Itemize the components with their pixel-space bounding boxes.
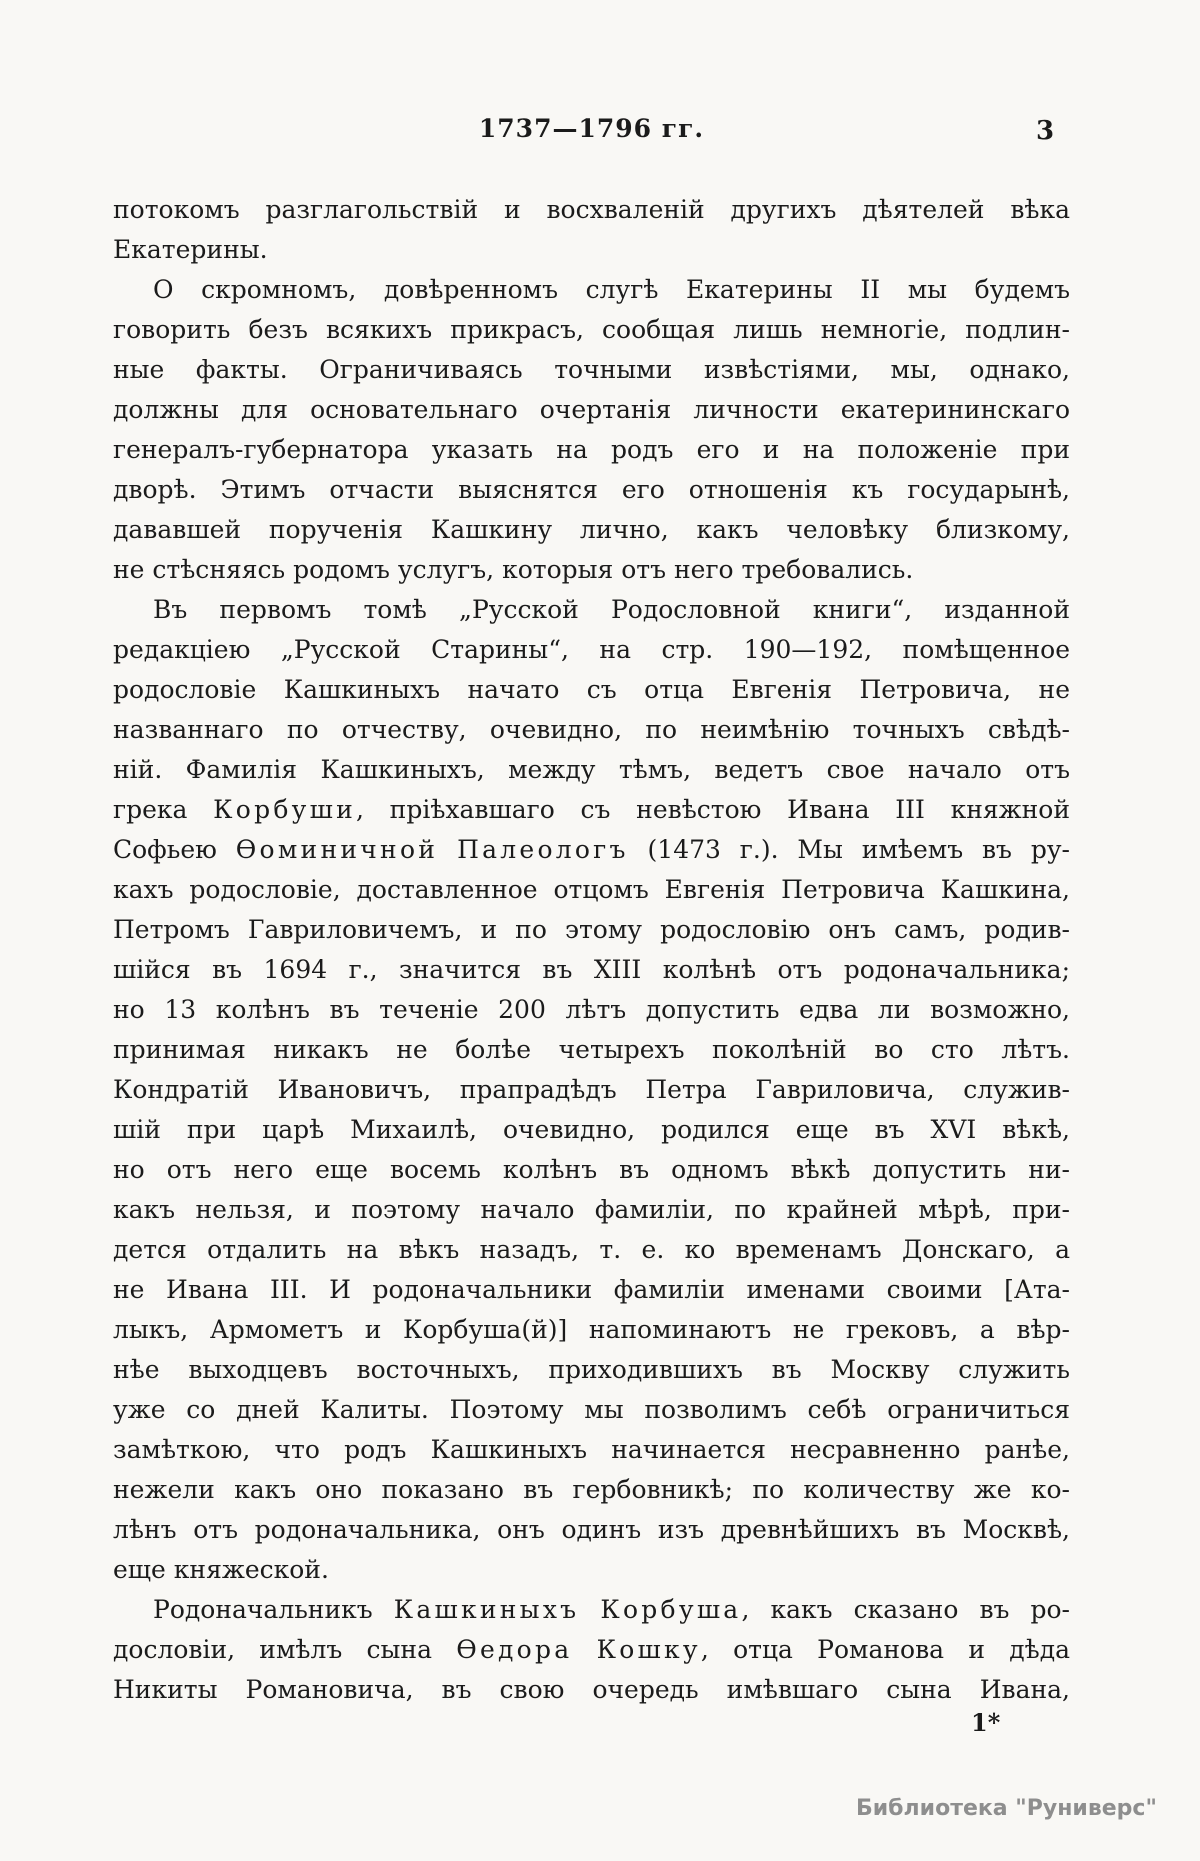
letterspaced-name: Палеологъ <box>457 835 629 864</box>
text-line: не стѣсняясь родомъ услугъ, которыя отъ него требовались. <box>113 555 914 584</box>
letterspaced-name: Ѳедора <box>456 1635 573 1664</box>
paragraph <box>113 590 1070 1590</box>
text-line: дворѣ. Этимъ отчасти выяснятся его отношенія къ государынѣ, <box>113 475 1070 504</box>
paragraph <box>113 190 1070 270</box>
text-line: уже со дней Калиты. Поэтому мы позволимъ себѣ ограничиться <box>113 1395 1070 1424</box>
text-line: родословіе Кашкиныхъ начато съ отца Евгенія Петровича, не <box>113 675 1070 704</box>
text-line: Родоначальникъ Кашкиныхъ Корбуша, какъ сказано въ ро- <box>153 1595 1070 1624</box>
paragraph <box>113 270 1070 590</box>
text-line: еще княжеской. <box>113 1555 329 1584</box>
text-line: генералъ-губернатора указать на родъ его и на положеніе при <box>113 435 1070 464</box>
running-head-title: 1737—1796 гг. <box>478 114 705 143</box>
text-block <box>113 190 1070 1710</box>
text-line: нѣе выходцевъ восточныхъ, приходившихъ въ Москву служить <box>113 1355 1070 1384</box>
text-line: должны для основательнаго очертанія личности екатерининскаго <box>113 395 1070 424</box>
text-line: Петромъ Гавриловичемъ, и по этому родословію онъ самъ, родив- <box>113 915 1070 944</box>
text-line: лыкъ, Армометъ и Корбуша(й)] напоминаютъ не грековъ, а вѣр- <box>113 1315 1070 1344</box>
page-number: 3 <box>1036 116 1055 146</box>
library-watermark: Библиотека "Руниверс" <box>856 1796 1157 1821</box>
text-line: грека Корбуши, пріѣхавшаго съ невѣстою Ивана III княжной <box>113 795 1071 824</box>
text-line: замѣткою, что родъ Кашкиныхъ начинается несравненно ранѣе, <box>113 1435 1070 1464</box>
letterspaced-name: Кашкиныхъ <box>393 1595 580 1624</box>
text-line: редакціею „Русской Старины“, на стр. 190—192, помѣщенное <box>113 635 1070 664</box>
letterspaced-name: Корбуша <box>600 1595 742 1624</box>
text-line: но отъ него еще восемь колѣнъ въ одномъ вѣкѣ допустить ни- <box>113 1155 1070 1184</box>
text-line: какъ нельзя, и поэтому начало фамиліи, по крайней мѣрѣ, при- <box>113 1195 1070 1224</box>
text-line: шійся въ 1694 г., значится въ XIII колѣнѣ отъ родоначальника; <box>113 955 1070 984</box>
text-line: дословіи, имѣлъ сына Ѳедора Кошку, отца Романова и дѣда <box>113 1635 1070 1664</box>
text-line: говорить безъ всякихъ прикрасъ, сообщая лишь немногіе, подлин- <box>113 315 1070 344</box>
text-line: ные факты. Ограничиваясь точными извѣстіями, мы, однако, <box>113 355 1070 384</box>
text-line: потокомъ разглагольствій и восхваленій другихъ дѣятелей вѣка <box>113 195 1070 224</box>
text-line: названнаго по отчеству, очевидно, по неимѣнію точныхъ свѣдѣ- <box>113 715 1070 744</box>
text-line: ній. Фамилія Кашкиныхъ, между тѣмъ, ведетъ свое начало отъ <box>113 755 1070 784</box>
letterspaced-name: Кошку <box>596 1635 701 1664</box>
signature-mark: 1* <box>971 1708 1001 1737</box>
text-line: Екатерины. <box>113 235 268 264</box>
text-line: шій при царѣ Михаилѣ, очевидно, родился еще въ XVI вѣкѣ, <box>113 1115 1070 1144</box>
text-line: Софьею Ѳоминичной Палеологъ (1473 г.). Мы имѣемъ въ ру- <box>113 835 1070 864</box>
text-line: кахъ родословіе, доставленное отцомъ Евгенія Петровича Кашкина, <box>113 875 1070 904</box>
text-line: дававшей порученія Кашкину лично, какъ человѣку близкому, <box>113 515 1070 544</box>
letterspaced-name: Ѳоминичной <box>235 835 439 864</box>
text-line: дется отдалить на вѣкъ назадъ, т. е. ко временамъ Донскаго, а <box>113 1235 1070 1264</box>
text-line: Кондратій Ивановичъ, прапрадѣдъ Петра Гавриловича, служив- <box>113 1075 1070 1104</box>
text-line: О скромномъ, довѣренномъ слугѣ Екатерины II мы будемъ <box>153 275 1070 304</box>
text-line: принимая никакъ не болѣе четырехъ поколѣній во сто лѣтъ. <box>113 1035 1070 1064</box>
text-line: но 13 колѣнъ въ теченіе 200 лѣтъ допустить едва ли возможно, <box>113 995 1070 1024</box>
letterspaced-name: Корбуши <box>213 795 356 824</box>
text-line: Въ первомъ томѣ „Русской Родословной книги“, изданной <box>153 595 1070 624</box>
paragraph <box>113 1590 1070 1710</box>
text-line: нежели какъ оно показано въ гербовникѣ; по количеству же ко- <box>113 1475 1070 1504</box>
text-line: не Ивана III. И родоначальники фамиліи именами своими [Ата- <box>113 1275 1070 1304</box>
text-line: лѣнъ отъ родоначальника, онъ одинъ изъ древнѣйшихъ въ Москвѣ, <box>113 1515 1070 1544</box>
text-line: Никиты Романовича, въ свою очередь имѣвшаго сына Ивана, <box>113 1675 1070 1704</box>
